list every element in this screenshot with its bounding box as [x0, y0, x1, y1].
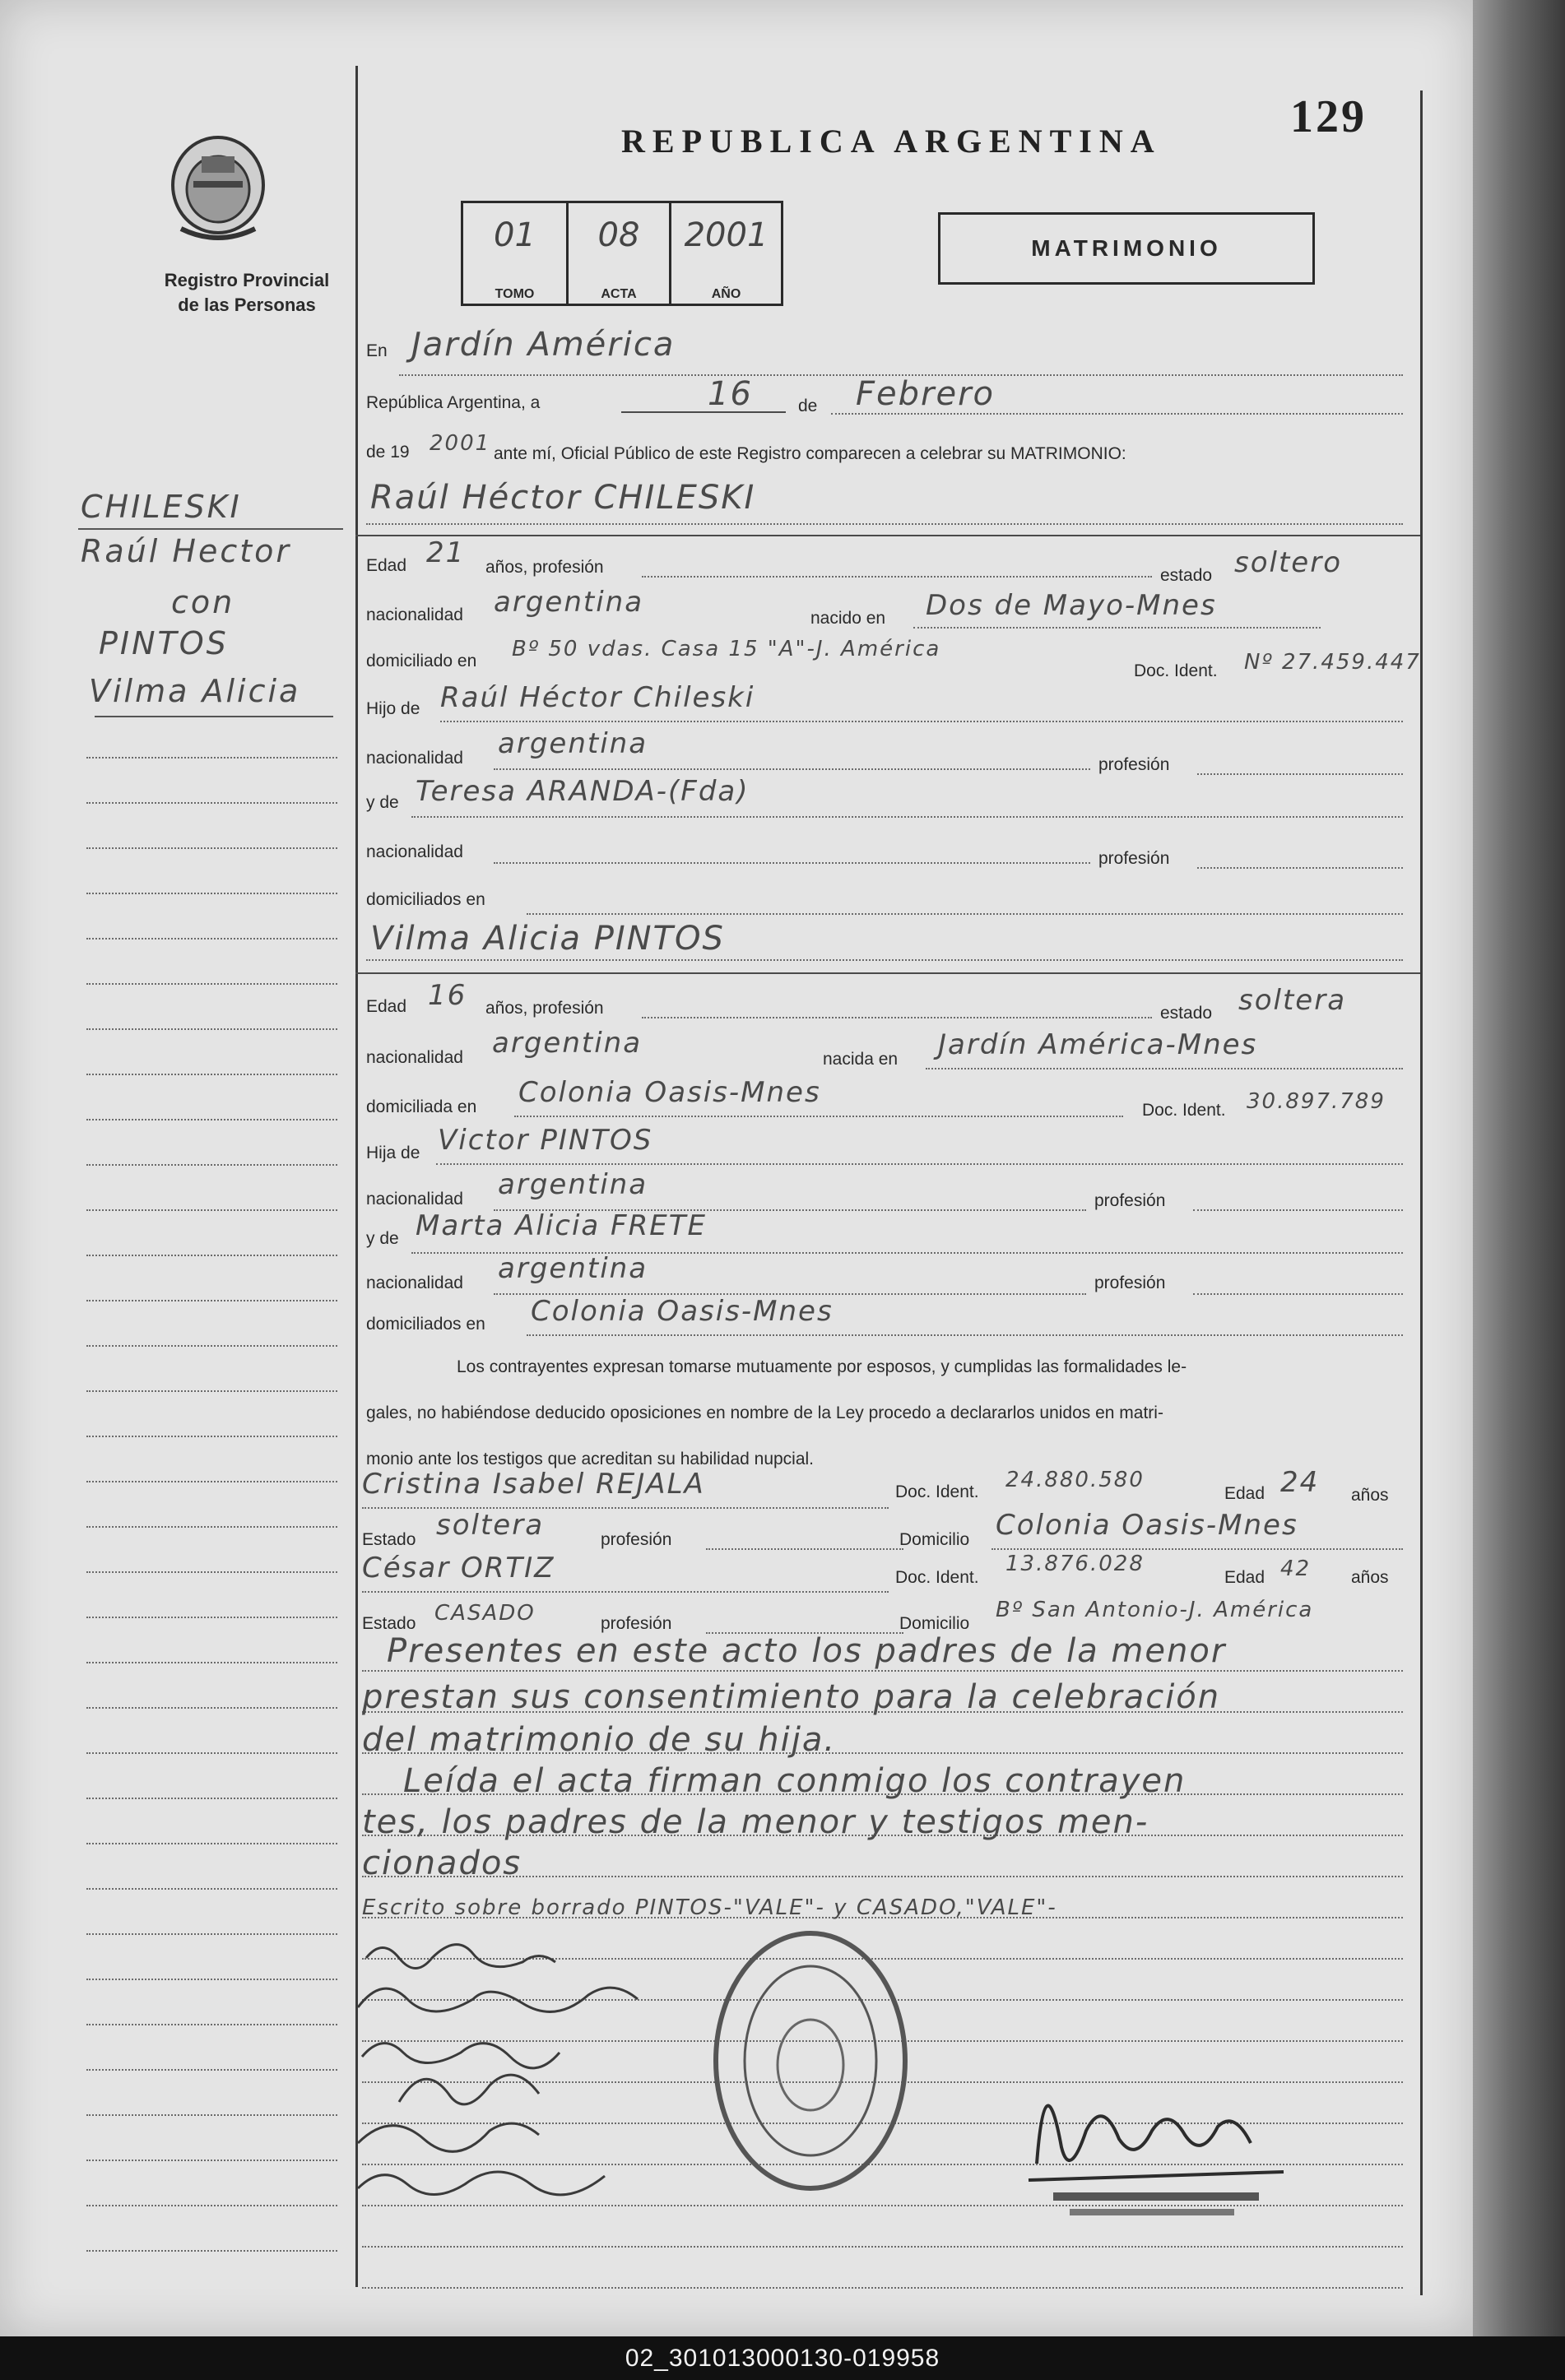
bride-father-line	[436, 1163, 1403, 1165]
groom-profesion-label: años, profesión	[485, 558, 604, 577]
bride-estado: soltera	[1238, 984, 1347, 1017]
witness1-doc: 24.880.580	[1005, 1468, 1145, 1492]
bride-parents-domicile-line	[527, 1334, 1403, 1336]
page-number: 129	[1290, 91, 1367, 142]
margin-dotted-line	[86, 1028, 337, 1030]
bride-hija-label: Hija de	[366, 1144, 420, 1162]
groom-father-prof-label: profesión	[1098, 755, 1170, 774]
witness1-age: 24	[1280, 1466, 1320, 1499]
bride-nacionalidad: argentina	[492, 1027, 643, 1060]
margin-surname-2: PINTOS	[99, 625, 229, 661]
witness1-estado: soltera	[436, 1509, 545, 1542]
margin-dotted-line	[86, 1300, 337, 1301]
witness1-domicilio-label: Domicilio	[899, 1530, 970, 1549]
notes-line-5: tes, los padres de la menor y testigos men-	[362, 1803, 1149, 1841]
notes-line-1: Presentes en este acto los padres de la menor	[387, 1632, 1227, 1670]
bride-birthplace: Jardín América-Mnes	[938, 1028, 1258, 1061]
margin-dotted-line	[86, 1979, 337, 1980]
marriage-year: 2001	[430, 431, 491, 456]
margin-dotted-line	[86, 2114, 337, 2116]
bride-name: Vilma Alicia PINTOS	[370, 920, 725, 958]
margin-dotted-line	[86, 1662, 337, 1663]
margin-dotted-line	[86, 938, 337, 939]
groom-domiciliado-label: domiciliado en	[366, 652, 477, 670]
margin-dotted-line	[86, 1843, 337, 1844]
margin-dotted-line	[86, 2024, 337, 2025]
groom-nac-label: nacionalidad	[366, 605, 463, 624]
margin-dotted-line	[86, 2069, 337, 2071]
groom-age: 21	[426, 536, 466, 569]
registry-stamp	[708, 1925, 913, 2197]
bride-domicile-line	[514, 1116, 1123, 1117]
bride-father-nacionalidad: argentina	[498, 1168, 648, 1201]
bride-profesion-label: años, profesión	[485, 999, 604, 1018]
ano-label: AÑO	[711, 287, 741, 301]
margin-dotted-line	[86, 1752, 337, 1754]
groom-estado: soltero	[1234, 546, 1342, 579]
witness2-anos-label: años	[1351, 1568, 1389, 1587]
margin-dotted-line	[86, 1933, 337, 1935]
notes-line-3: del matrimonio de su hija.	[362, 1721, 837, 1759]
acta-value: 08	[597, 216, 640, 254]
groom-mother-nac-label: nacionalidad	[366, 842, 463, 861]
right-margin-border	[1420, 90, 1423, 2295]
margin-dotted-line	[86, 1571, 337, 1573]
bride-nac-label: nacionalidad	[366, 1048, 463, 1067]
bride-age: 16	[428, 979, 467, 1012]
margin-dotted-line	[86, 1255, 337, 1256]
bride-doc-label: Doc. Ident.	[1142, 1101, 1226, 1120]
bride-mother-nac-label: nacionalidad	[366, 1274, 463, 1292]
groom-profesion-line	[642, 576, 1152, 578]
groom-name: Raúl Héctor CHILESKI	[370, 479, 756, 517]
bride-domicile: Colonia Oasis-Mnes	[518, 1076, 821, 1109]
de-label: de	[798, 397, 818, 415]
page-edge	[1473, 0, 1565, 2336]
margin-dotted-line	[86, 1074, 337, 1075]
declaration-line-3: monio ante los testigos que acreditan su habilidad nupcial.	[366, 1450, 815, 1468]
groom-parents-domicile-line	[527, 913, 1403, 915]
groom-mother-prof-line	[1197, 867, 1403, 869]
bride-domiciliada-label: domiciliada en	[366, 1097, 477, 1116]
groom-father: Raúl Héctor Chileski	[440, 681, 755, 714]
bride-nacida-label: nacida en	[823, 1050, 899, 1069]
month-line	[831, 413, 1403, 415]
groom-y-de-label: y de	[366, 793, 399, 812]
official-signature	[1020, 2040, 1300, 2221]
groom-mother: Teresa ARANDA-(Fda)	[416, 775, 750, 808]
declaration-line-1: Los contrayentes expresan tomarse mutuamente por esposos, y cumplidas las formalidades le-	[457, 1357, 1187, 1376]
witness1-name: Cristina Isabel REJALA	[362, 1468, 705, 1501]
bride-profesion-line	[642, 1017, 1152, 1018]
groom-doc: Nº 27.459.447	[1244, 650, 1421, 675]
groom-doc-label: Doc. Ident.	[1134, 661, 1218, 680]
witness2-edad-label: Edad	[1224, 1568, 1265, 1587]
witness2-name: César ORTIZ	[362, 1552, 555, 1584]
margin-surname-1: CHILESKI	[81, 489, 242, 525]
bride-father: Victor PINTOS	[438, 1124, 653, 1157]
notes-ruled-line	[362, 2246, 1403, 2248]
groom-birthplace: Dos de Mayo-Mnes	[926, 589, 1217, 622]
groom-birthplace-line	[913, 627, 1321, 629]
groom-nacido-label: nacido en	[810, 609, 886, 628]
bride-parents-domicile: Colonia Oasis-Mnes	[531, 1295, 834, 1328]
witness2-age: 42	[1280, 1557, 1312, 1581]
groom-domiciliados-label: domiciliados en	[366, 890, 485, 909]
margin-dotted-line	[86, 2250, 337, 2252]
bride-mother: Marta Alicia FRETE	[416, 1209, 707, 1242]
tomo-label: TOMO	[495, 287, 535, 301]
bride-father-nac-label: nacionalidad	[366, 1190, 463, 1209]
bride-father-prof-label: profesión	[1094, 1191, 1166, 1210]
notes-line-7: Escrito sobre borrado PINTOS-"VALE"- y CASADO,"VALE"-	[362, 1895, 1057, 1920]
margin-dotted-line	[86, 1390, 337, 1392]
groom-father-prof-line	[1197, 773, 1403, 775]
witness2-doc: 13.876.028	[1005, 1552, 1145, 1576]
intro-statement: ante mí, Oficial Público de este Registro comparecen a celebrar su MATRIMONIO:	[494, 444, 1126, 463]
notes-line-4: Leída el acta firman conmigo los contrayen	[403, 1762, 1187, 1800]
margin-dotted-line	[86, 1481, 337, 1482]
declaration-line-2: gales, no habiéndose deducido oposiciones en nombre de la Ley procedo a declararlos unidos en matri-	[366, 1403, 1163, 1422]
bride-mother-prof-line	[1193, 1293, 1403, 1295]
acta-label: ACTA	[601, 287, 637, 301]
tomo-cell	[463, 203, 569, 304]
margin-con: con	[171, 584, 235, 620]
bride-y-de-label: y de	[366, 1229, 399, 1248]
margin-dotted-line	[86, 893, 337, 894]
bride-domiciliados-label: domiciliados en	[366, 1315, 485, 1334]
margin-given-2: Vilma Alicia	[89, 673, 301, 709]
day-line	[621, 411, 786, 413]
margin-dotted-line	[86, 1798, 337, 1799]
notes-line-6: cionados	[362, 1844, 522, 1882]
groom-mother-line	[411, 816, 1403, 818]
notes-ruled-line	[362, 1670, 1403, 1672]
act-type-box	[938, 212, 1315, 285]
groom-name-line	[366, 523, 1403, 525]
witness1-estado-label: Estado	[362, 1530, 416, 1549]
bride-estado-label: estado	[1160, 1004, 1213, 1023]
groom-mother-prof-label: profesión	[1098, 849, 1170, 868]
notes-line-2: prestan sus consentimiento para la celebración	[362, 1678, 1221, 1716]
groom-section-rule	[355, 535, 1420, 536]
groom-mother-nac-line	[494, 862, 1090, 864]
year-prefix-label: de 19	[366, 443, 410, 462]
bride-birthplace-line	[926, 1068, 1403, 1069]
margin-dotted-line	[86, 757, 337, 759]
margin-dotted-line	[86, 1707, 337, 1709]
witness2-domicile: Bº San Antonio-J. América	[996, 1598, 1314, 1622]
margin-dotted-line	[86, 847, 337, 849]
ano-cell	[671, 203, 781, 304]
margin-dotted-line	[86, 1436, 337, 1437]
witness2-estado: CASADO	[434, 1601, 536, 1626]
witness1-edad-label: Edad	[1224, 1484, 1265, 1503]
country-title: REPUBLICA ARGENTINA	[621, 123, 1162, 160]
witness1-anos-label: años	[1351, 1486, 1389, 1505]
document-code-bar: 02_301013000130-019958	[0, 2336, 1565, 2380]
bride-name-line	[366, 959, 1403, 961]
bride-section-rule	[355, 972, 1420, 974]
witness1-domicile-line	[991, 1548, 1403, 1550]
margin-dotted-line	[86, 1164, 337, 1166]
en-label: En	[366, 341, 388, 360]
margin-dotted-line	[86, 2160, 337, 2161]
witness2-profesion-label: profesión	[601, 1614, 672, 1633]
margin-dotted-line	[86, 802, 337, 804]
witness2-estado-label: Estado	[362, 1614, 416, 1633]
margin-given-1: Raúl Hector	[81, 533, 292, 569]
margin-top-rule	[78, 528, 343, 530]
bride-mother-nacionalidad: argentina	[498, 1252, 648, 1285]
bride-edad-label: Edad	[366, 997, 407, 1016]
margin-dotted-line	[86, 2205, 337, 2206]
groom-hijo-label: Hijo de	[366, 699, 420, 718]
margin-dotted-line	[86, 1345, 337, 1347]
witness1-domicile: Colonia Oasis-Mnes	[996, 1509, 1298, 1542]
witness2-doc-label: Doc. Ident.	[895, 1568, 979, 1587]
groom-father-nacionalidad: argentina	[498, 727, 648, 760]
act-type-label: MATRIMONIO	[1031, 235, 1222, 261]
ano-value: 2001	[684, 216, 769, 254]
republica-label: República Argentina, a	[366, 393, 541, 412]
groom-father-line	[440, 721, 1403, 722]
groom-estado-label: estado	[1160, 566, 1213, 585]
margin-dotted-line	[86, 1526, 337, 1528]
registry-name: Registro Provincial de las Personas	[164, 270, 330, 315]
margin-dotted-line	[86, 983, 337, 985]
groom-edad-label: Edad	[366, 556, 407, 575]
tomo-value: 01	[494, 216, 536, 254]
groom-domicile: Bº 50 vdas. Casa 15 "A"-J. América	[512, 637, 941, 661]
marriage-place: Jardín América	[411, 326, 676, 364]
bride-father-prof-line	[1193, 1209, 1403, 1211]
groom-father-nac-line	[494, 768, 1090, 770]
margin-dotted-line	[86, 1209, 337, 1211]
margin-dotted-line	[86, 1617, 337, 1618]
notes-ruled-line	[362, 2287, 1403, 2289]
acta-cell	[569, 203, 671, 304]
record-reference-box	[461, 201, 783, 306]
witness2-domicilio-label: Domicilio	[899, 1614, 970, 1633]
witness1-doc-label: Doc. Ident.	[895, 1482, 979, 1501]
declaration-text	[366, 1344, 1403, 1482]
witness2-name-line	[362, 1591, 889, 1593]
witness1-profesion-label: profesión	[601, 1530, 672, 1549]
marriage-day: 16	[708, 375, 753, 413]
bride-doc: 30.897.789	[1247, 1089, 1386, 1114]
witness1-profesion-line	[706, 1548, 903, 1550]
groom-nacionalidad: argentina	[494, 586, 644, 619]
margin-bottom-rule	[95, 716, 333, 717]
groom-father-nac-label: nacionalidad	[366, 749, 463, 768]
marriage-month: Febrero	[856, 375, 995, 413]
margin-dotted-line	[86, 1119, 337, 1120]
margin-dotted-line	[86, 1888, 337, 1890]
bride-mother-prof-label: profesión	[1094, 1274, 1166, 1292]
coat-of-arms-seal	[165, 132, 272, 247]
